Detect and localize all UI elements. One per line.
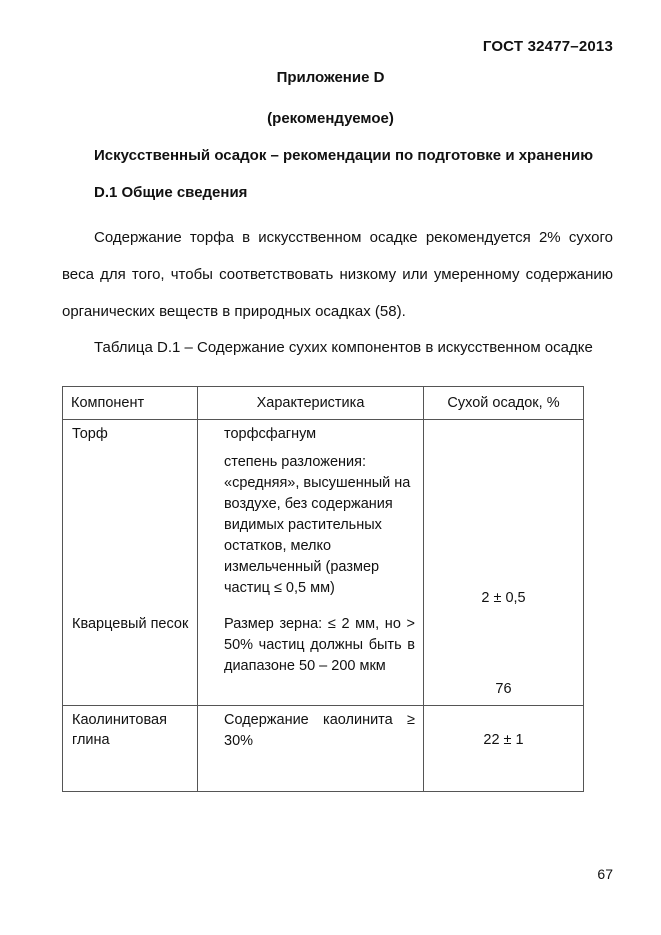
cell-component [63, 610, 198, 706]
table-header-row [63, 387, 584, 420]
cell-component [63, 420, 198, 610]
appendix-title: Приложение D [276, 69, 385, 86]
component-name: Кварцевый песок [72, 615, 189, 632]
components-table [62, 386, 584, 792]
cell-characteristic [198, 420, 424, 610]
characteristic-line: торфсфагнум [224, 426, 317, 442]
header-characteristic: Характеристика [198, 387, 424, 420]
section-heading: Искусственный осадок – рекомендации по подготовке и хранению [94, 147, 594, 164]
characteristic-line: Размер зерна: ≤ 2 мм, но > 50% частиц должны быть в диапазоне 50 – 200 мкм [224, 615, 415, 674]
table-row [63, 706, 584, 792]
header-dry-sediment: Сухой осадок, % [424, 387, 584, 420]
component-name: Каолинитовая глина [72, 712, 167, 748]
cell-dry-sediment [424, 610, 584, 706]
characteristic-line: степень разложения: «средняя», высушенный на воздухе, без содержания видимых растительных остатков, мелко измельченный (размер частиц ≤ 0,5 мм) [224, 454, 411, 596]
cell-characteristic [198, 610, 424, 706]
page-number: 67 [597, 866, 613, 882]
appendix-subtitle: (рекомендуемое) [267, 110, 394, 127]
component-name: Торф [72, 426, 108, 442]
cell-dry-sediment [424, 706, 584, 792]
characteristic-line: Содержание каолинита ≥ 30% [224, 712, 415, 749]
cell-dry-sediment [424, 420, 584, 610]
cell-component [63, 706, 198, 792]
table-row [63, 420, 584, 610]
body-paragraph: Содержание торфа в искусственном осадке рекомендуется 2% сухого веса для того, чтобы соответствовать низкому или умеренному содержанию органических веществ в природных осадках (58). [62, 229, 613, 320]
standard-code: ГОСТ 32477–2013 [482, 38, 613, 55]
table-row [63, 610, 584, 706]
subsection-heading: D.1 Общие сведения [94, 184, 248, 201]
dry-sediment-value: 2 ± 0,5 [481, 589, 526, 606]
cell-characteristic [198, 706, 424, 792]
dry-sediment-value: 22 ± 1 [483, 732, 524, 748]
table-caption: Таблица D.1 – Содержание сухих компонентов в искусственном осадке [94, 339, 593, 356]
header-component: Компонент [63, 387, 198, 420]
dry-sediment-value: 76 [495, 681, 512, 697]
